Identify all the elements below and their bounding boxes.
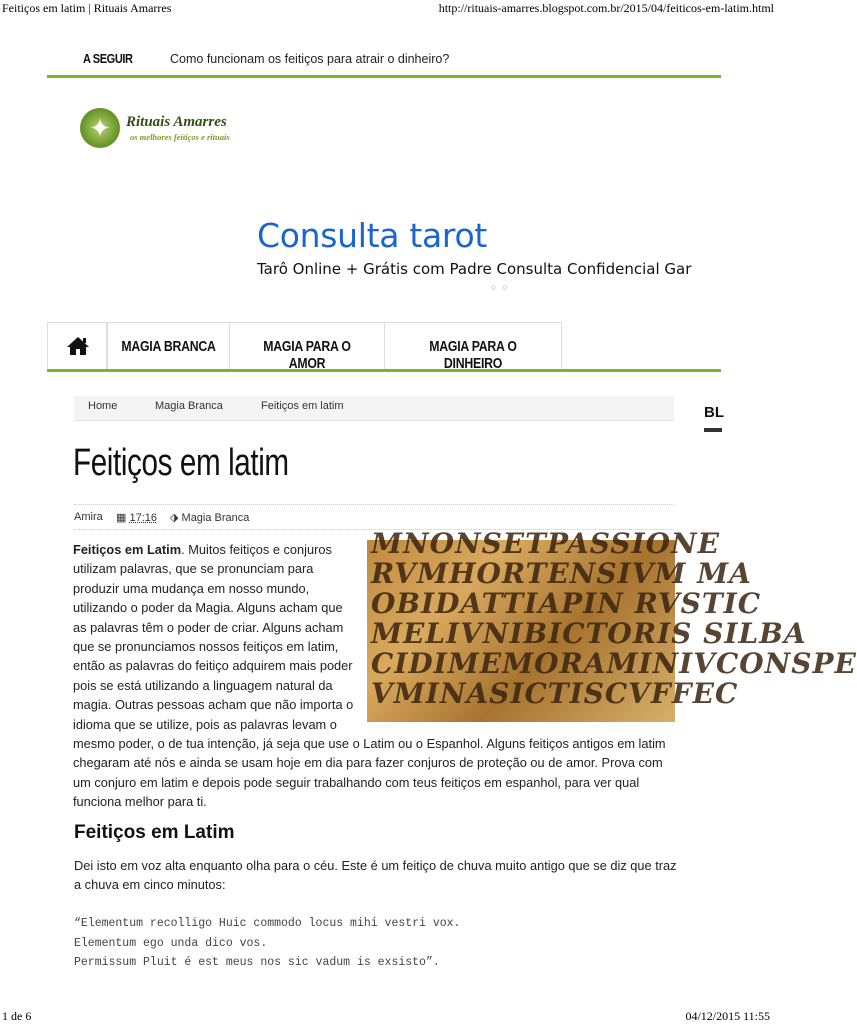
nav-magia-para-o-dinheiro[interactable]: [384, 322, 562, 372]
nav-label: MAGIA BRANCA: [121, 338, 216, 355]
nav-label: MAGIA PARA O AMOR: [263, 338, 351, 372]
intro-bold: Feitiços em Latim: [73, 542, 182, 557]
spell-line: Elementum ego unda dico vos.: [74, 936, 268, 950]
nav-magia-para-o-amor[interactable]: [229, 322, 385, 372]
image-inscription-line: MNONSETPASSIONE: [371, 527, 720, 560]
print-page-url: http://rituais-amarres.blogspot.com.br/2015/04/feiticos-em-latim.html: [438, 1, 774, 15]
print-page-number: 1 de 6: [2, 1009, 32, 1023]
ad-text: Tarô Online + Grátis com Padre Consulta Confidencial Gar: [257, 260, 692, 278]
image-inscription-line: OBIDATTIAPIN RVSTIC: [371, 587, 762, 620]
print-datetime: 04/12/2015 11:55: [685, 1009, 770, 1023]
logo-tagline: os melhores feitiços e rituais: [130, 132, 230, 142]
ad-title[interactable]: Consulta tarot: [257, 216, 488, 255]
logo-name: Rituais Amarres: [126, 114, 227, 130]
calendar-icon: ▦: [116, 512, 127, 524]
spell-line: Permissum Pluit é est meus nos sic vadum is exsisto”.: [74, 956, 440, 969]
breadcrumb: [74, 396, 674, 421]
sidebar-tab[interactable]: BL: [704, 404, 724, 421]
pentagram-icon: ✦: [80, 108, 120, 148]
next-post-link[interactable]: Como funcionam os feitiços para atrair o dinheiro?: [170, 52, 450, 66]
main-nav: [47, 322, 721, 372]
section-heading: Feitiços em Latim: [74, 822, 235, 843]
post-category-label: Magia Branca: [181, 512, 250, 524]
intro-text: . Muitos feitiços e conjuros utilizam palavras, que se pronunciam para produzir uma mudança em nosso mundo, utilizando o poder da Magia. Alguns acham que as palavras têm o poder de criar. Alguns acham que se pronunciamos nossos feitiços em latim, então as palavras do feitiço adquirem mais poder pois se está utilizando a linguagem natural da magia. Outras pessoas acham que não importa o idioma que se utilize, pois as palavras levam o mesmo poder, o de tua intenção, já seja que use o Latim ou o Espanhol. Alguns feitiços antigos em latim chegaram até nós e ainda se usam hoje em dia para fazer conjuros de proteção ou de amor. Prova com um conjuro em latim e depois pode seguir trabalhando com teus feitiços em espanhol, para ver qual funciona melhor para ti.: [73, 542, 666, 810]
print-footer: [0, 1008, 768, 1024]
spell-line: “Elementum recolligo Huic commodo locus mihi vestri vox.: [74, 917, 461, 930]
nav-home[interactable]: [47, 322, 107, 369]
spell-text: [74, 914, 460, 973]
image-inscription-line: RVMHORTENSIVM MA: [371, 557, 752, 590]
ad-choices-icon[interactable]: ○○: [491, 282, 514, 292]
site-logo[interactable]: [80, 108, 280, 152]
ad-banner[interactable]: [257, 216, 695, 294]
breadcrumb-current: Feitiços em latim: [261, 400, 344, 412]
home-icon: [66, 336, 90, 360]
next-post-bar: [47, 45, 721, 78]
sidebar-tab-underline: [704, 428, 722, 432]
breadcrumb-home[interactable]: Home: [88, 400, 118, 412]
image-inscription-line: CIDIMEMORAMINIVCONSPE: [371, 647, 857, 680]
inscription-image: [367, 527, 857, 722]
post-title: Feitiços em latim: [73, 442, 289, 484]
section-paragraph: Dei isto em voz alta enquanto olha para o céu. Este é um feitiço de chuva muito antigo que se diz que traz a chuva em cinco minutos:: [74, 858, 677, 893]
post-time[interactable]: [116, 511, 157, 524]
image-inscription-line: VMINASICTISCVFFEC: [371, 677, 739, 710]
image-inscription-line: MELIVNIBICTORIS SILBA: [371, 617, 807, 650]
tag-icon: ⬗: [170, 512, 179, 524]
print-header: [0, 0, 774, 18]
post-category[interactable]: [170, 511, 249, 524]
next-label: A SEGUIR: [83, 51, 133, 66]
breadcrumb-category[interactable]: Magia Branca: [155, 400, 223, 412]
nav-label: MAGIA PARA O DINHEIRO: [429, 338, 517, 372]
post-time-value: 17:16: [129, 512, 157, 524]
nav-magia-branca[interactable]: [107, 322, 230, 369]
post-author[interactable]: Amira: [74, 511, 103, 523]
post-body: [73, 527, 857, 812]
print-page-title: Feitiços em latim | Rituais Amarres: [2, 1, 172, 15]
